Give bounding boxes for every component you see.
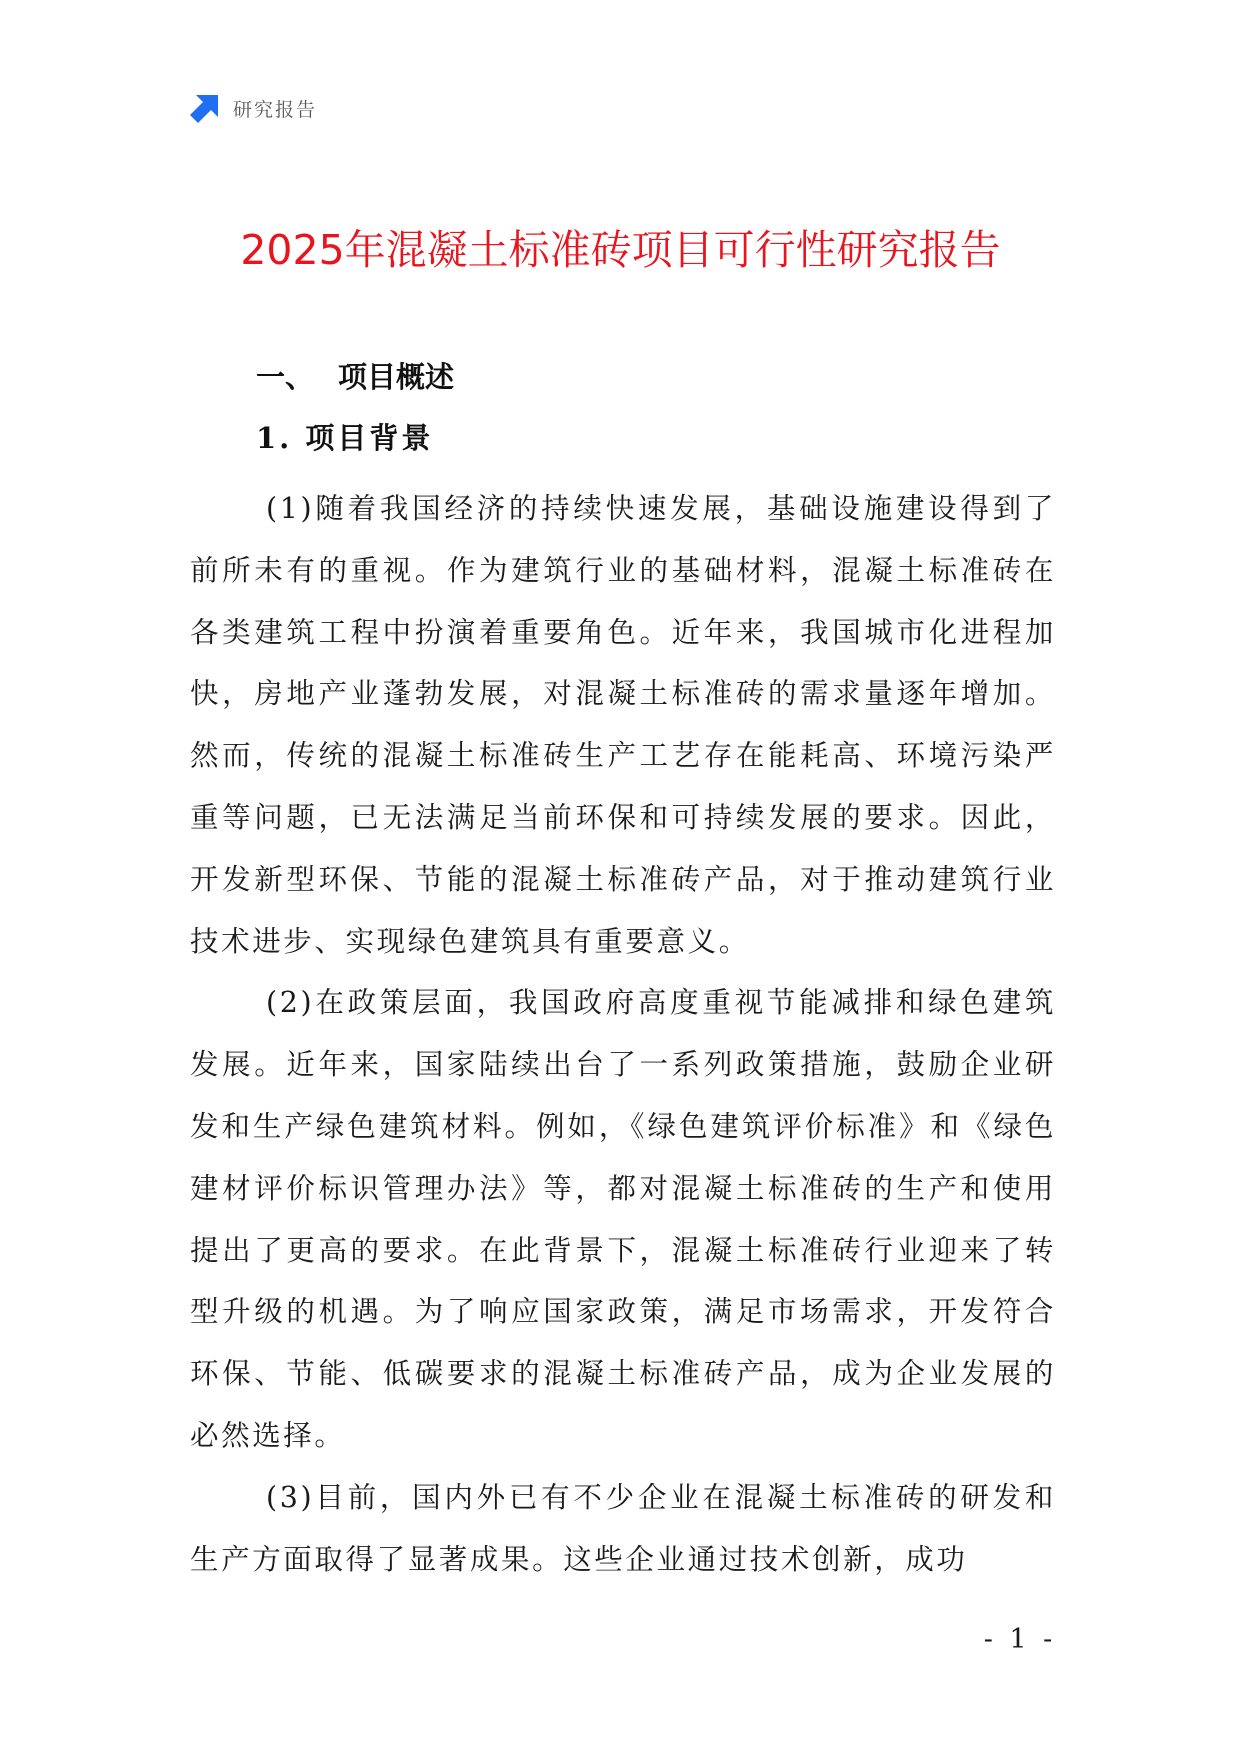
section-heading [256,357,454,397]
body-text [190,478,1056,1590]
paragraph: (3)目前，国内外已有不少企业在混凝土标准砖的研发和生产方面取得了显著成果。这些企业通过技术创新，成功 [190,1480,1056,1576]
paragraph: (1)随着我国经济的持续快速发展，基础设施建设得到了前所未有的重视。作为建筑行业的基础材料，混凝土标准砖在各类建筑工程中扮演着重要角色。近年来，我国城市化进程加快，房地产业蓬勃发展，对混凝土标准砖的需求量逐年增加。然而，传统的混凝土标准砖生产工艺存在能耗高、环境污染严重等问题，已无法满足当前环保和可持续发展的要求。因此，开发新型环保、节能的混凝土标准砖产品，对于推动建筑行业技术进步、实现绿色建筑具有重要意义。 [190,492,1056,958]
subsection-heading: 1. 项目背景 [256,421,434,455]
section-title: 项目概述 [338,360,455,394]
header-label: 研究报告 [233,98,318,121]
document-title: 2025年混凝土标准砖项目可行性研究报告 [240,226,1001,274]
page-number: - 1 - [983,1624,1057,1655]
document-header [189,92,317,124]
section-number: 一、 [256,360,315,394]
paragraph: (2)在政策层面，我国政府高度重视节能减排和绿色建筑发展。近年来，国家陆续出台了一系列政策措施，鼓励企业研发和生产绿色建筑材料。例如，《绿色建筑评价标准》和《绿色建材评价标识管理办法》等，都对混凝土标准砖的生产和使用提出了更高的要求。在此背景下，混凝土标准砖行业迎来了转型升级的机遇。为了响应国家政策，满足市场需求，开发符合环保、节能、低碳要求的混凝土标准砖产品，成为企业发展的必然选择。 [190,986,1056,1452]
arrow-up-right-icon [189,92,221,124]
